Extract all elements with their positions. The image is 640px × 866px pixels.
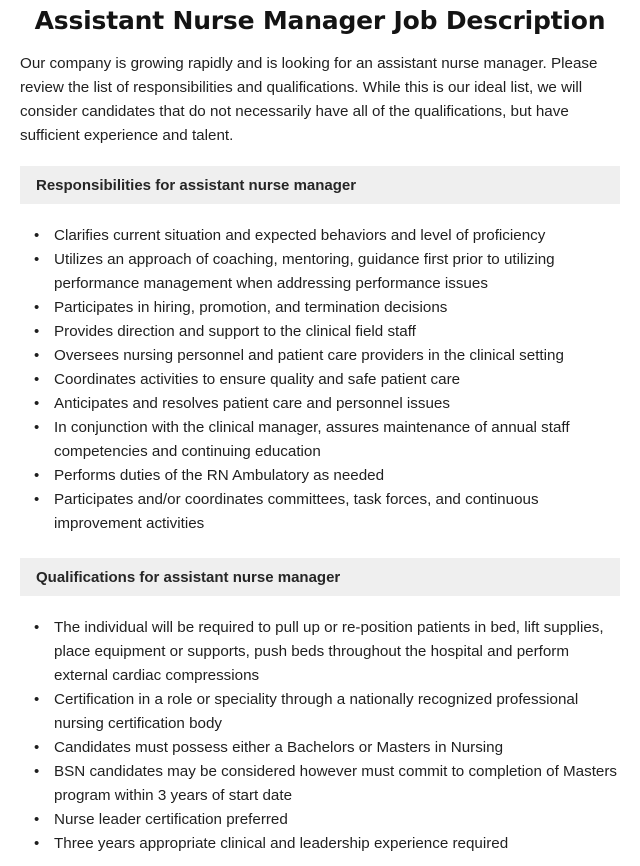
list-item: • Candidates must possess either a Bachelors or Masters in Nursing (20, 736, 620, 760)
bullet-icon: • (34, 395, 40, 412)
bullet-icon: • (34, 835, 40, 852)
bullet-icon: • (34, 467, 40, 484)
list-item: • Three years appropriate clinical and leadership experience required (20, 832, 620, 856)
list-item: • Oversees nursing personnel and patient care providers in the clinical setting (20, 344, 620, 368)
bullet-icon: • (34, 811, 40, 828)
qualifications-heading: Qualifications for assistant nurse manager (20, 558, 620, 596)
bullet-icon: • (34, 371, 40, 388)
bullet-icon: • (34, 347, 40, 364)
list-item: • Nurse leader certification preferred (20, 808, 620, 832)
list-item: • In conjunction with the clinical manager, assures maintenance of annual staff competencies and continuing education (20, 416, 620, 464)
bullet-icon: • (34, 227, 40, 244)
bullet-icon: • (34, 299, 40, 316)
list-item: • Utilizes an approach of coaching, mentoring, guidance first prior to utilizing performance management when addressing performance issues (20, 248, 620, 296)
responsibilities-list (20, 224, 620, 536)
bullet-icon: • (34, 419, 40, 436)
list-item: • Performs duties of the RN Ambulatory as needed (20, 464, 620, 488)
bullet-icon: • (34, 763, 40, 780)
page-title: Assistant Nurse Manager Job Description (34, 6, 606, 35)
bullet-icon: • (34, 491, 40, 508)
intro-paragraph: Our company is growing rapidly and is looking for an assistant nurse manager. Please review the list of responsibilities and qualifications. While this is our ideal list, we will consider candidates that do not necessarily have all of the qualifications, but have sufficient experience and talent. (20, 55, 598, 144)
list-item: • Participates and/or coordinates committees, task forces, and continuous improvement activities (20, 488, 620, 536)
list-item: • Coordinates activities to ensure quality and safe patient care (20, 368, 620, 392)
responsibilities-heading: Responsibilities for assistant nurse manager (20, 166, 620, 204)
list-item: • Participates in hiring, promotion, and termination decisions (20, 296, 620, 320)
bullet-icon: • (34, 691, 40, 708)
list-item: • Clarifies current situation and expected behaviors and level of proficiency (20, 224, 620, 248)
qualifications-list (20, 616, 620, 856)
list-item: • Anticipates and resolves patient care and personnel issues (20, 392, 620, 416)
list-item: • Certification in a role or speciality through a nationally recognized professional nursing certification body (20, 688, 620, 736)
list-item: • BSN candidates may be considered however must commit to completion of Masters program within 3 years of start date (20, 760, 620, 808)
bullet-icon: • (34, 323, 40, 340)
bullet-icon: • (34, 251, 40, 268)
bullet-icon: • (34, 739, 40, 756)
bullet-icon: • (34, 619, 40, 636)
list-item: • The individual will be required to pull up or re-position patients in bed, lift supplies, place equipment or supports, push beds throughout the hospital and perform external cardiac compressions (20, 616, 620, 688)
list-item: • Provides direction and support to the clinical field staff (20, 320, 620, 344)
